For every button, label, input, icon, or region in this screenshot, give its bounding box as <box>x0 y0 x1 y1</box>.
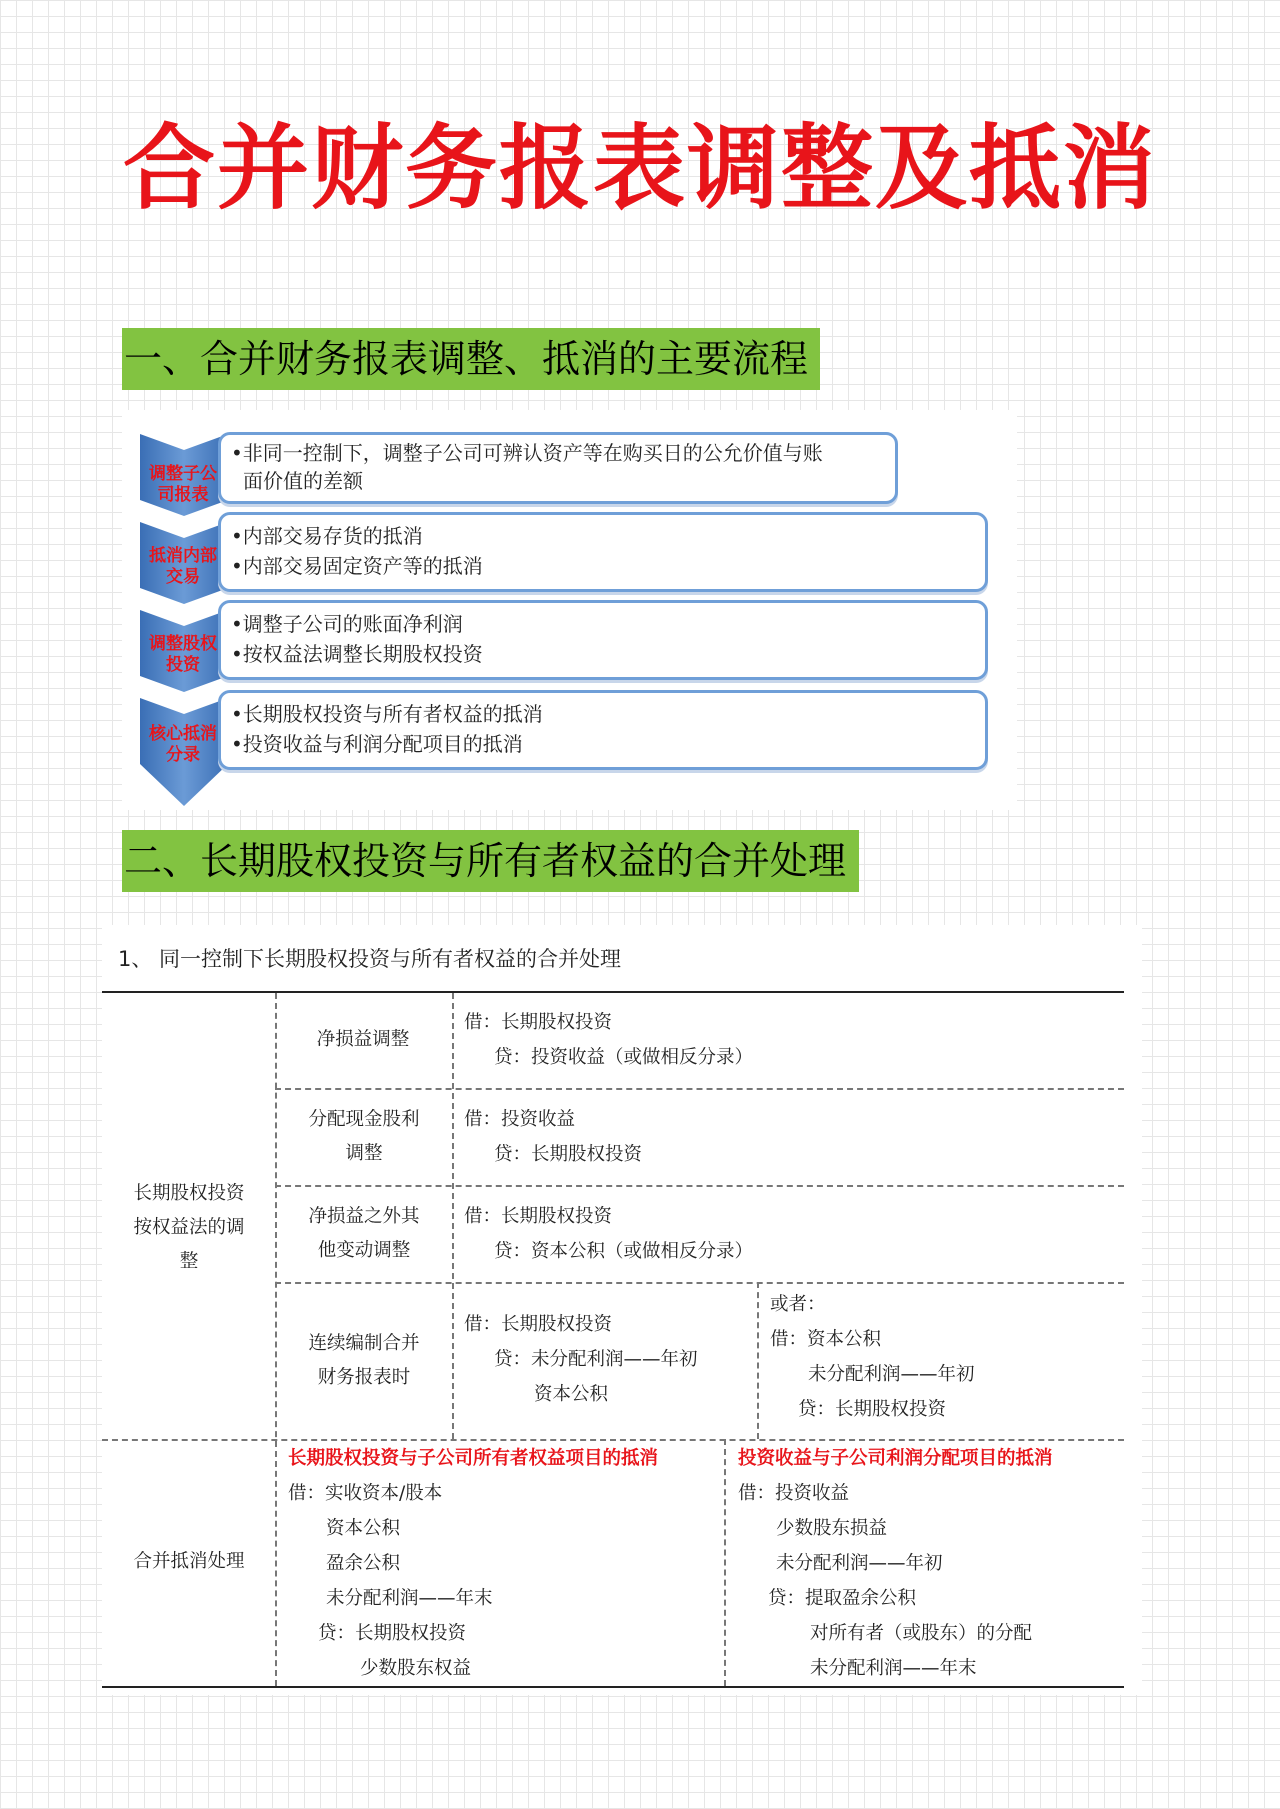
table-heading: 1、 同一控制下长期股权投资与所有者权益的合并处理 <box>118 947 622 971</box>
step-box-2 <box>218 512 988 592</box>
row-entry <box>464 1102 642 1172</box>
row-divider <box>275 1185 1124 1187</box>
elimination-equity <box>288 1441 658 1686</box>
entry-line: 借：投资收益 <box>464 1109 576 1130</box>
step-box-4 <box>218 690 988 770</box>
column-divider <box>452 993 454 1439</box>
entry-line: 借：长期股权投资 <box>464 1314 613 1335</box>
group-label-equity-method: 长期股权投资 按权益法的调 整 <box>133 1183 245 1272</box>
table-bottom-rule <box>102 1686 1124 1688</box>
entry-line: 资本公积 <box>534 1384 609 1405</box>
step-4-item-1: •长期股权投资与所有者权益的抵消 <box>231 702 543 726</box>
entry-line: 少数股东损益 <box>776 1518 888 1539</box>
entry-line: 盈余公积 <box>326 1553 401 1574</box>
entry-line: 或者： <box>770 1294 826 1315</box>
step-label-eliminate-internal: 抵消内部 交易 <box>149 546 217 587</box>
elimination-title: 长期股权投资与子公司所有者权益项目的抵消 <box>288 1448 659 1469</box>
step-4-item-2: •投资收益与利润分配项目的抵消 <box>231 732 523 756</box>
table-top-rule <box>102 991 1124 993</box>
section-2-heading: 二、长期股权投资与所有者权益的合并处理 <box>122 830 859 892</box>
entry-line: 未分配利润——年初 <box>808 1364 975 1385</box>
row-divider <box>275 1088 1124 1090</box>
entry-line: 贷：长期股权投资 <box>318 1623 467 1644</box>
row-alt-entry <box>770 1287 975 1427</box>
step-label-adjust-equity: 调整股权 投资 <box>149 634 217 675</box>
row-category: 净损益调整 <box>316 1029 410 1050</box>
row-category: 连续编制合并 财务报表时 <box>308 1333 420 1388</box>
step-1-item-2: 面价值的差额 <box>243 469 363 493</box>
entry-line: 对所有者（或股东）的分配 <box>810 1623 1033 1644</box>
step-3-item-2: •按权益法调整长期股权投资 <box>231 642 483 666</box>
step-2-item-1: •内部交易存货的抵消 <box>231 524 423 548</box>
process-flow-diagram <box>122 410 1017 810</box>
entry-line: 借：投资收益 <box>738 1483 850 1504</box>
step-box-1 <box>218 432 898 504</box>
row-divider <box>275 1282 1124 1284</box>
page-title: 合并财务报表调整及抵消 <box>122 115 1157 222</box>
entry-line: 贷：未分配利润——年初 <box>494 1349 698 1370</box>
column-divider <box>724 1439 726 1686</box>
entry-line: 少数股东权益 <box>360 1658 472 1679</box>
entry-line: 贷：资本公积（或做相反分录） <box>494 1241 754 1262</box>
section-1-heading: 一、合并财务报表调整、抵消的主要流程 <box>122 328 820 390</box>
entry-line: 贷：投资收益（或做相反分录） <box>494 1047 754 1068</box>
entry-line: 贷：提取盈余公积 <box>768 1588 917 1609</box>
row-category: 分配现金股利 调整 <box>308 1109 420 1164</box>
consolidation-table <box>102 925 1142 1695</box>
step-label-core-elimination: 核心抵消 分录 <box>149 724 217 765</box>
elimination-title: 投资收益与子公司利润分配项目的抵消 <box>738 1448 1053 1469</box>
entry-line: 借：长期股权投资 <box>464 1206 613 1227</box>
column-divider <box>275 993 277 1686</box>
column-divider <box>757 1282 759 1439</box>
elimination-income <box>738 1441 1053 1686</box>
entry-line: 借：资本公积 <box>770 1329 882 1350</box>
step-1-item-1: •非同一控制下，调整子公司可辨认资产等在购买日的公允价值与账 <box>231 441 823 465</box>
step-2-item-2: •内部交易固定资产等的抵消 <box>231 554 483 578</box>
step-box-3 <box>218 600 988 680</box>
row-entry <box>464 1307 698 1412</box>
entry-line: 未分配利润——年末 <box>810 1658 977 1679</box>
entry-line: 资本公积 <box>326 1518 401 1539</box>
entry-line: 未分配利润——年末 <box>326 1588 493 1609</box>
group-label-elimination: 合并抵消处理 <box>133 1551 245 1572</box>
entry-line: 借：实收资本/股本 <box>288 1483 443 1504</box>
entry-line: 贷：长期股权投资 <box>798 1399 947 1420</box>
row-category: 净损益之外其 他变动调整 <box>308 1206 420 1261</box>
entry-line: 借：长期股权投资 <box>464 1012 613 1033</box>
row-entry <box>464 1199 753 1269</box>
step-label-adjust-subsidiary: 调整子公 司报表 <box>149 464 217 505</box>
step-3-item-1: •调整子公司的账面净利润 <box>231 612 463 636</box>
entry-line: 未分配利润——年初 <box>776 1553 943 1574</box>
row-entry <box>464 1005 753 1075</box>
entry-line: 贷：长期股权投资 <box>494 1144 643 1165</box>
